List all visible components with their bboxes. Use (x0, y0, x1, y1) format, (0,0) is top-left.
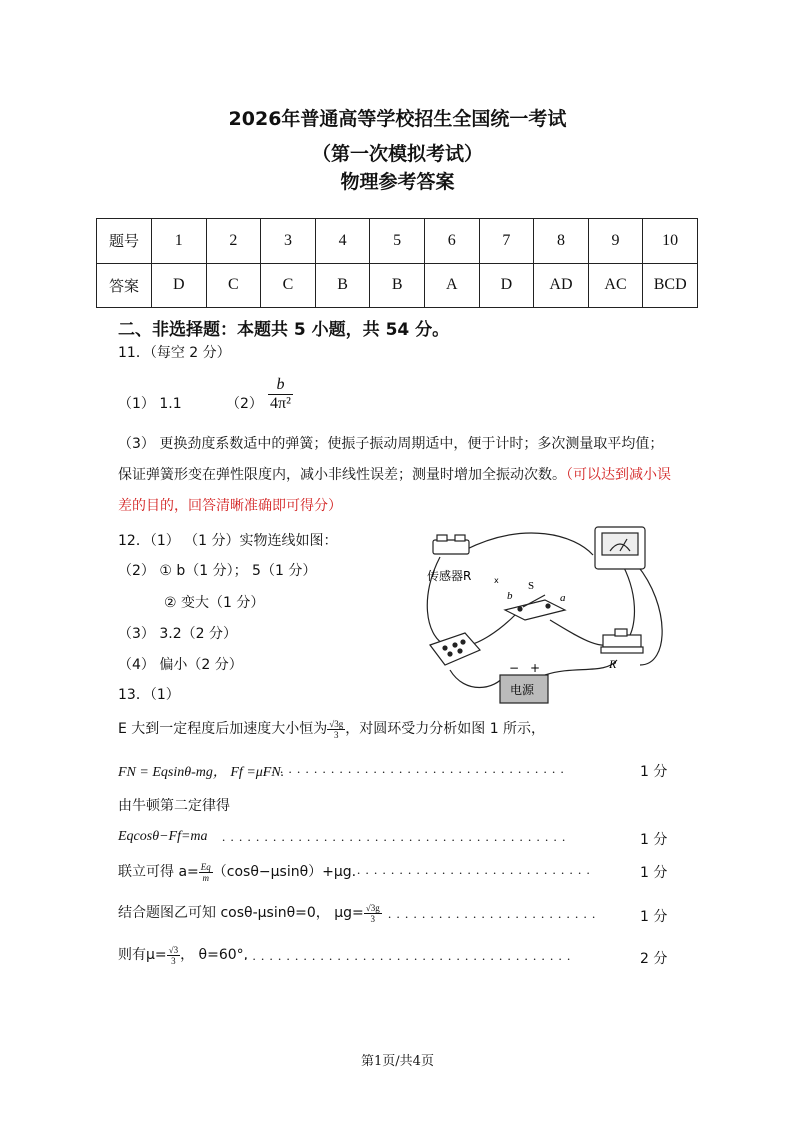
exam-subtitle: （第一次模拟考试） (311, 143, 483, 165)
answer-cell: D (152, 263, 207, 308)
question-number: 5 (370, 219, 425, 264)
ammeter (595, 527, 645, 569)
q13-line1-num: √3g (329, 718, 344, 729)
q13-line1 (118, 718, 545, 740)
q13-line6-a: 结合题图乙可知 cosθ-μsinθ=0， μg= (118, 905, 364, 921)
q13-line6-score: 1 分 (640, 909, 668, 925)
q13-line5-score: 1 分 (640, 865, 668, 881)
q11-heading: 11．（每空 2 分） (118, 345, 231, 361)
q13-line6-dots: . . . . . . . . . . . . . . . . . . . . . . . . . (388, 906, 597, 921)
doc-title: 物理参考答案 (340, 171, 455, 193)
circuit-diagram (405, 515, 680, 715)
q11-part2-num: b (268, 376, 293, 395)
q13-line4-dots: . . . . . . . . . . . . . . . . . . . . . . . . . . . . . . . . . . . . . . . . . (222, 829, 567, 844)
answer-cell: C (261, 263, 316, 308)
q13-line7-score: 2 分 (640, 951, 668, 967)
question-row (97, 219, 698, 264)
wire-sensor-ammeter (465, 533, 593, 555)
q13-line1-b: ，对圆环受力分析如图 1 所示， (345, 721, 546, 737)
sensor-label: 传感器R (427, 569, 472, 583)
q13-line2-score: 1 分 (640, 764, 668, 780)
q13-line2-dots: . . . . . . . . . . . . . . . . . . . . . . . . . . . . . . . . . . . . (263, 761, 565, 776)
q13-line6-den: 3 (370, 913, 375, 924)
battery-box (430, 633, 480, 665)
q11-part2-label: （2） (226, 396, 263, 412)
q12-line2: （2） ① b（1 分）； 5（1 分） (118, 563, 317, 579)
q13-line4-score: 1 分 (640, 832, 668, 848)
wire-switch-battery (467, 615, 515, 645)
answer-cell: B (370, 263, 425, 308)
answer-cell: B (315, 263, 370, 308)
q13-line7 (118, 944, 248, 966)
question-number: 4 (315, 219, 370, 264)
question-number: 1 (152, 219, 207, 264)
rheostat-label: R (609, 657, 617, 671)
q11-part2-den: 4π² (270, 395, 291, 412)
q13-line6-num: √3g (365, 902, 380, 913)
q12-line5: （4） 偏小（2 分） (118, 657, 243, 673)
q13-line7-dots: . . . . . . . . . . . . . . . . . . . . . . . . . . . . . . . . . . . . . . . (244, 948, 572, 963)
q11-part2-fraction (268, 376, 293, 413)
question-number: 10 (643, 219, 698, 264)
q13-line6 (118, 902, 382, 924)
q11-part3-note: （可以达到减小误差的目的，回答清晰准确即可得分） (118, 467, 671, 514)
question-number: 7 (479, 219, 534, 264)
q11-part3 (118, 429, 673, 522)
wire-battery-source (450, 670, 505, 688)
q13-heading: 13．（1） (118, 687, 180, 703)
sensor-subscript: x (494, 576, 499, 585)
source-label: 电源 (510, 683, 535, 697)
source-plus: + (530, 661, 541, 675)
section-heading: 二、非选择题：本题共 5 小题，共 54 分。 (118, 320, 450, 340)
switch-s-label: S (528, 580, 535, 592)
q11-part1-value: 1.1 (159, 396, 182, 412)
answer-row (97, 263, 698, 308)
q13-line7-num: √3 (168, 944, 179, 955)
answer-cell: BCD (643, 263, 698, 308)
question-number: 9 (588, 219, 643, 264)
q13-line7-b: ， θ=60°. (180, 947, 249, 963)
q12-line3: ② 变大（1 分） (164, 595, 265, 611)
exam-title: 2026年普通高等学校招生全国统一考试 (228, 108, 567, 130)
q13-line2: FN = Eqsinθ-mg， Ff =μFN. (118, 765, 285, 780)
q13-line4: Eqcosθ−Ff=ma (118, 829, 208, 844)
switch-b-label: b (507, 590, 513, 602)
answer-cell: A (424, 263, 479, 308)
question-number: 8 (534, 219, 589, 264)
sensor (433, 535, 469, 554)
q13-line1-den: 3 (334, 729, 339, 740)
answer-header: 答案 (97, 263, 152, 308)
q13-line5-den: m (202, 872, 210, 883)
answer-cell: D (479, 263, 534, 308)
q13-line7-a: 则有μ= (118, 947, 167, 963)
q11-part1 (118, 393, 182, 413)
q11-part3-text: （3） 更换劲度系数适中的弹簧；使振子振动周期适中，便于计时；多次测量取平均值；保证弹簧形变在弹性限度内，减小非线性误差；测量时增加全振动次数。 (118, 436, 664, 483)
question-number: 2 (206, 219, 261, 264)
q13-line7-den: 3 (171, 955, 176, 966)
q13-line5 (118, 861, 356, 883)
q13-line5-b: （cosθ−μsinθ）+μg. (212, 864, 357, 880)
q13-line3: 由牛顿第二定律得 (118, 798, 230, 814)
rheostat (601, 629, 643, 653)
answer-cell: AC (588, 263, 643, 308)
answer-cell: AD (534, 263, 589, 308)
wire-ammeter-rheostat (620, 560, 634, 635)
question-header: 题号 (97, 219, 152, 264)
source-minus: − (509, 661, 520, 675)
question-number: 3 (261, 219, 316, 264)
answer-cell: C (206, 263, 261, 308)
q12-line4: （3） 3.2（2 分） (118, 626, 237, 642)
question-number: 6 (424, 219, 479, 264)
q11-part1-label: （1） (118, 396, 155, 412)
wire-source-rheostat (545, 660, 617, 675)
answer-table (96, 218, 698, 308)
switch-a-label: a (560, 592, 566, 604)
q12-line1: 12．（1） （1 分）实物连线如图： (118, 533, 338, 549)
q13-line1-a: E 大到一定程度后加速度大小恒为 (118, 721, 328, 737)
q13-line5-num: Eq (200, 861, 211, 872)
q13-line5-a: 联立可得 a= (118, 864, 199, 880)
q13-line5-dots: . . . . . . . . . . . . . . . . . . . . . . . . . . . . (357, 862, 591, 877)
page-footer: 第1页/共4页 (361, 1054, 434, 1069)
